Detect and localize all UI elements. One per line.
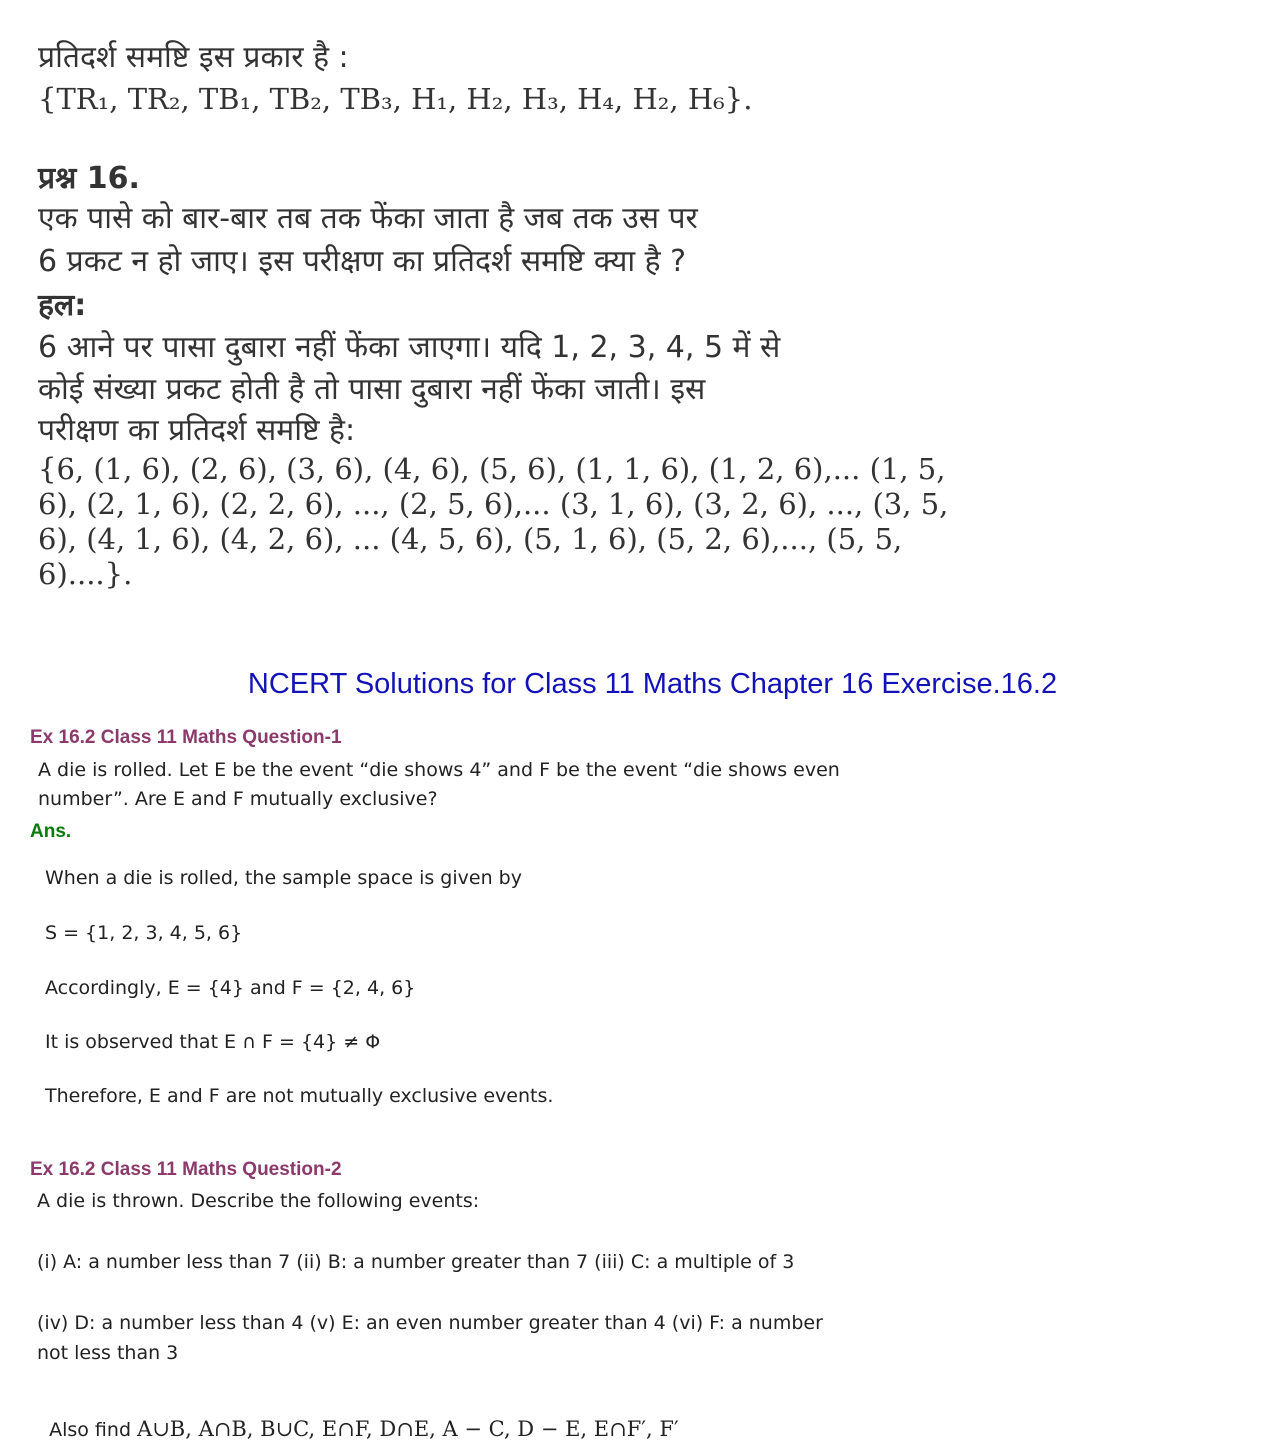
question-2-line5-text: Also find xyxy=(49,1419,138,1441)
question-1-line1: A die is rolled. Let E be the event “die shows 4” and F be the event “die shows even xyxy=(38,759,840,781)
solution-set-line3: 6), (4, 1, 6), (4, 2, 6), ... (4, 5, 6), (5, 1, 6), (5, 2, 6),..., (5, 5, xyxy=(38,522,903,556)
question-2-line4: not less than 3 xyxy=(37,1342,179,1364)
question-1-heading: Ex 16.2 Class 11 Maths Question-1 xyxy=(30,727,342,748)
solution-line1: 6 आने पर पासा दुबारा नहीं फेंका जाएगा। यदि 1, 2, 3, 4, 5 में से xyxy=(38,330,781,365)
solution-label: हल: xyxy=(38,288,87,323)
solution-set-line2: 6), (2, 1, 6), (2, 2, 6), ..., (2, 5, 6),... (3, 1, 6), (3, 2, 6), ..., (3, 5, xyxy=(38,487,949,521)
question-2-line1: A die is thrown. Describe the following events: xyxy=(37,1190,480,1212)
solution-line3: परीक्षण का प्रतिदर्श समष्टि है: xyxy=(38,413,356,448)
question-2-line3: (iv) D: a number less than 4 (v) E: an even number greater than 4 (vi) F: a number xyxy=(37,1312,823,1334)
answer-label: Ans. xyxy=(30,821,72,842)
question-16-line2: 6 प्रकट न हो जाए। इस परीक्षण का प्रतिदर्श समष्टि क्या है ? xyxy=(38,244,687,279)
answer-line: When a die is rolled, the sample space is given by xyxy=(45,867,522,889)
answer-line: It is observed that E ∩ F = {4} ≠ Φ xyxy=(45,1031,381,1053)
sample-space-intro: प्रतिदर्श समष्टि इस प्रकार है : xyxy=(38,40,349,75)
solution-set-line4: 6)....}. xyxy=(38,557,133,591)
section-title: NCERT Solutions for Class 11 Maths Chapter 16 Exercise.16.2 xyxy=(247,668,1058,700)
question-16-label: प्रश्न 16. xyxy=(38,161,140,196)
question-2-heading: Ex 16.2 Class 11 Maths Question-2 xyxy=(30,1159,342,1180)
question-1-line2: number”. Are E and F mutually exclusive? xyxy=(38,788,438,810)
set-operations-math: A∪B, A∩B, B∪C, E∩F, D∩E, A − C, D − E, E∩F′, F′ xyxy=(137,1417,679,1441)
answer-line: S = {1, 2, 3, 4, 5, 6} xyxy=(45,922,243,944)
sample-space-set: {TR₁, TR₂, TB₁, TB₂, TB₃, H₁, H₂, H₃, H₄, H₂, H₆}. xyxy=(38,82,753,116)
solution-line2: कोई संख्या प्रकट होती है तो पासा दुबारा नहीं फेंका जाती। इस xyxy=(38,372,706,407)
answer-line: Accordingly, E = {4} and F = {2, 4, 6} xyxy=(45,977,416,999)
answer-line: Therefore, E and F are not mutually exclusive events. xyxy=(45,1085,554,1107)
question-2-line2: (i) A: a number less than 7 (ii) B: a number greater than 7 (iii) C: a multiple of 3 xyxy=(37,1251,795,1273)
solution-set-line1: {6, (1, 6), (2, 6), (3, 6), (4, 6), (5, 6), (1, 1, 6), (1, 2, 6),... (1, 5, xyxy=(38,452,946,486)
question-2-line5 xyxy=(37,1395,679,1441)
question-16-line1: एक पासे को बार-बार तब तक फेंका जाता है जब तक उस पर xyxy=(38,201,698,236)
